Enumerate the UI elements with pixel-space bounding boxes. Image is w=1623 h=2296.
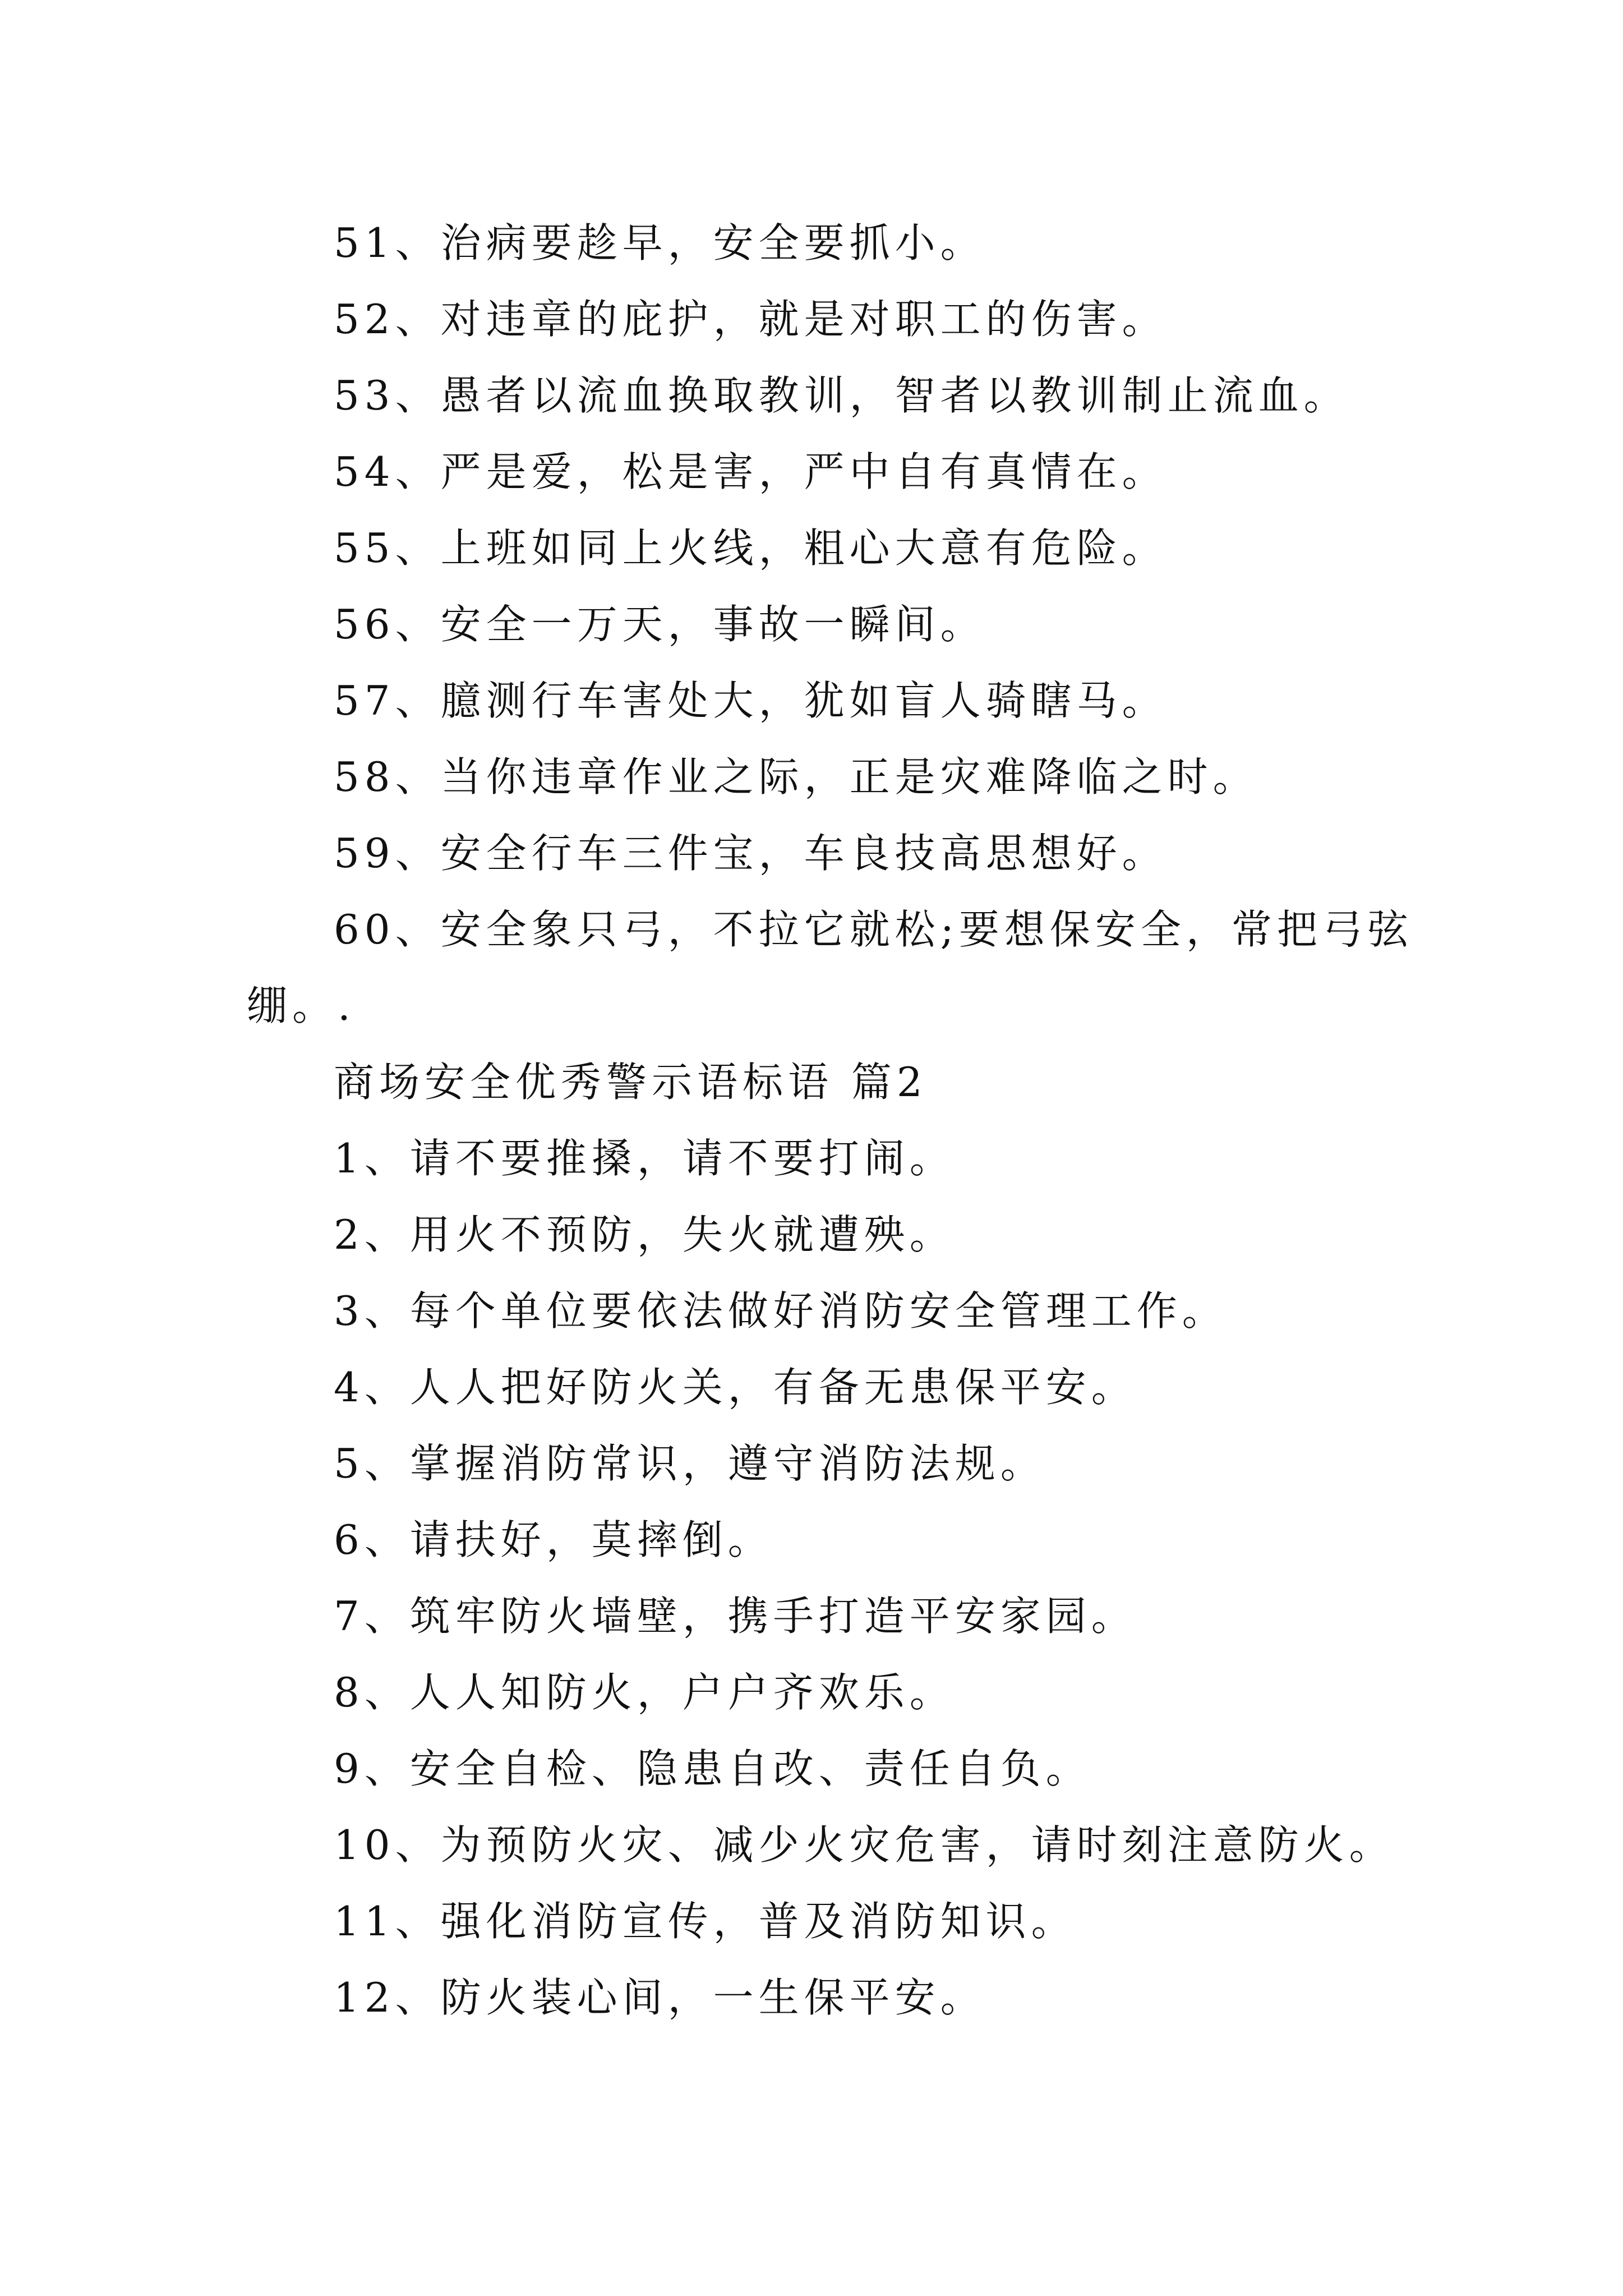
list-item: 4、人人把好防火关，有备无患保平安。 [334, 1364, 1137, 1411]
list-item-continuation: 绷。. [247, 982, 356, 1029]
list-item: 1、请不要推搡，请不要打闹。 [334, 1135, 955, 1182]
list-item: 54、严是爱，松是害，严中自有真情在。 [334, 448, 1168, 495]
list-item: 8、人人知防火，户户齐欢乐。 [334, 1669, 955, 1716]
list-item: 6、请扶好，莫摔倒。 [334, 1516, 773, 1563]
list-item: 56、安全一万天，事故一瞬间。 [334, 601, 986, 648]
list-item: 9、安全自检、隐患自改、责任自负。 [334, 1745, 1091, 1792]
list-item: 55、上班如同上火线，粗心大意有危险。 [334, 524, 1168, 572]
list-item: 60、安全象只弓，不拉它就松;要想保安全，常把弓弦 [334, 906, 1413, 953]
list-item: 59、安全行车三件宝，车良技高思想好。 [334, 830, 1168, 877]
list-item: 57、臆测行车害处大，犹如盲人骑瞎马。 [334, 677, 1168, 724]
list-item: 53、愚者以流血换取教训，智者以教训制止流血。 [334, 372, 1349, 419]
list-item: 2、用火不预防，失火就遭殃。 [334, 1211, 955, 1258]
list-item: 58、当你违章作业之际，正是灾难降临之时。 [334, 753, 1258, 800]
list-item: 10、为预防火灾、减少火灾危害，请时刻注意防火。 [334, 1821, 1395, 1869]
section-heading: 商场安全优秀警示语标语 篇2 [334, 1059, 928, 1106]
list-item: 11、强化消防宣传，普及消防知识。 [334, 1898, 1077, 1945]
list-item: 5、掌握消防常识，遵守消防法规。 [334, 1440, 1046, 1487]
list-item: 52、对违章的庇护，就是对职工的伤害。 [334, 296, 1168, 343]
list-item: 51、治病要趁早，安全要抓小。 [334, 219, 986, 266]
list-item: 3、每个单位要依法做好消防安全管理工作。 [334, 1287, 1228, 1335]
list-item: 12、防火装心间，一生保平安。 [334, 1974, 986, 2021]
list-item: 7、筑牢防火墙壁，携手打造平安家园。 [334, 1593, 1137, 1640]
